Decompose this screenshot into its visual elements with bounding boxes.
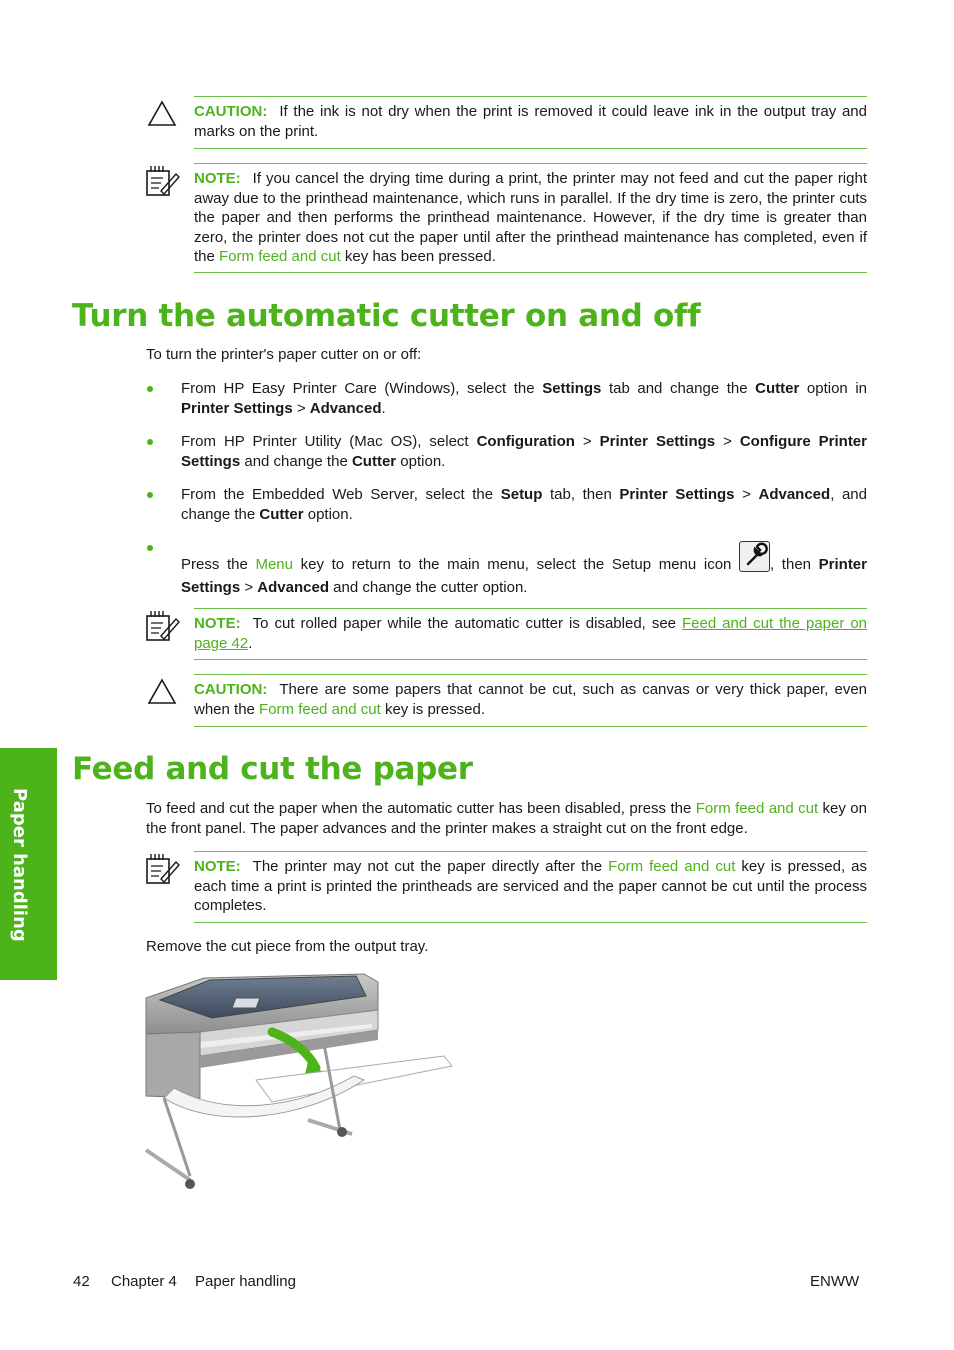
caution-label: CAUTION: [194,103,268,120]
form-feed-key: Form feed and cut [219,248,341,265]
note-box: NOTE: To cut rolled paper while the automatic cutter is disabled, see Feed and cut the paper on page 42. [194,608,867,660]
note-label: NOTE: [194,858,241,875]
caution-box: CAUTION: There are some papers that cannot be cut, such as canvas or very thick paper, even when the Form feed and cut key is pressed. [194,674,867,727]
list-item: From the Embedded Web Server, select the Setup tab, then Printer Settings > Advanced, and change the Cutter option. [181,486,867,523]
section-title-feed-cut: Feed and cut the paper [72,751,473,787]
caution-label: CAUTION: [194,681,268,698]
bullet-dot [147,439,153,445]
list-item: From HP Easy Printer Care (Windows), select the Settings tab and change the Cutter option in Printer Settings > Advanced. [181,380,868,417]
note-text: To cut rolled paper while the automatic cutter is disabled, see [252,615,682,632]
note-pad-icon [144,164,180,198]
chapter-side-tab [0,748,57,980]
footer-chapter-title: Paper handling [195,1273,296,1290]
form-feed-key: Form feed and cut [259,700,381,718]
caution-box [194,96,867,149]
note-text-end: key has been pressed. [340,248,496,265]
footer-chapter: Chapter 4 [111,1273,177,1290]
side-tab-label: Paper handling [9,788,30,942]
list-item: Press the Menu key to return to the main menu, select the Setup menu icon , then Printer Settings > Advanced and change the cutter option. [181,555,867,598]
caution-text: There are some papers that cannot be cut, such as canvas or very thick paper, even when the [194,681,867,718]
feed-and-cut-link[interactable]: Feed and cut the paper on page 42 [194,615,868,652]
note-text: The printer may not cut the paper directly after the [252,858,609,875]
caution-triangle-icon [147,678,177,705]
caution-triangle-icon [147,100,177,127]
footer-page-number: 42 [73,1273,90,1290]
form-feed-key: Form feed and cut [695,800,819,817]
note-box [194,163,867,273]
bullet-dot [147,492,153,498]
menu-key: Menu [255,556,293,573]
note-pad-icon [144,852,180,886]
note-text: If you cancel the drying time during a print, the printer may not feed and cut the paper right away due to the printhead maintenance, which runs in parallel. If the dry time is zero, the printer cuts the paper and then performs the printhead maintenance. However, if the dry time is greater than zero, the printer does not cut the paper until after the printhead maintenance has completed, even if the [194,170,867,265]
caution-text: If the ink is not dry when the print is removed it could leave ink in the output tray and marks on the print. [194,103,867,140]
footer-doc-id: ENWW [810,1273,860,1290]
form-feed-key: Form feed and cut [608,858,736,875]
note-label: NOTE: [194,615,241,632]
outro-text: Remove the cut piece from the output tray. [146,938,429,955]
bullet-dot [147,386,153,392]
note-box: NOTE: The printer may not cut the paper directly after the Form feed and cut key is pressed, as each time a print is printed the printheads are serviced and the paper cannot be cut until the process completes. [194,851,867,923]
list-item: From HP Printer Utility (Mac OS), select Configuration > Printer Settings > Configure Printer Settings and change the Cutter option. [181,433,867,470]
wrench-icon [739,541,770,572]
bullet-dot [147,545,153,551]
section-intro: To turn the printer's paper cutter on or off: [146,346,422,363]
note-pad-icon [144,609,180,643]
note-label: NOTE: [194,170,241,187]
section-intro: To feed and cut the paper when the automatic cutter has been disabled, press the Form feed and cut key on the front panel. The paper advances and the printer makes a straight cut on the front edge. [146,800,867,837]
section-title-cutter: Turn the automatic cutter on and off [72,298,701,334]
printer-illustration [144,970,456,1195]
